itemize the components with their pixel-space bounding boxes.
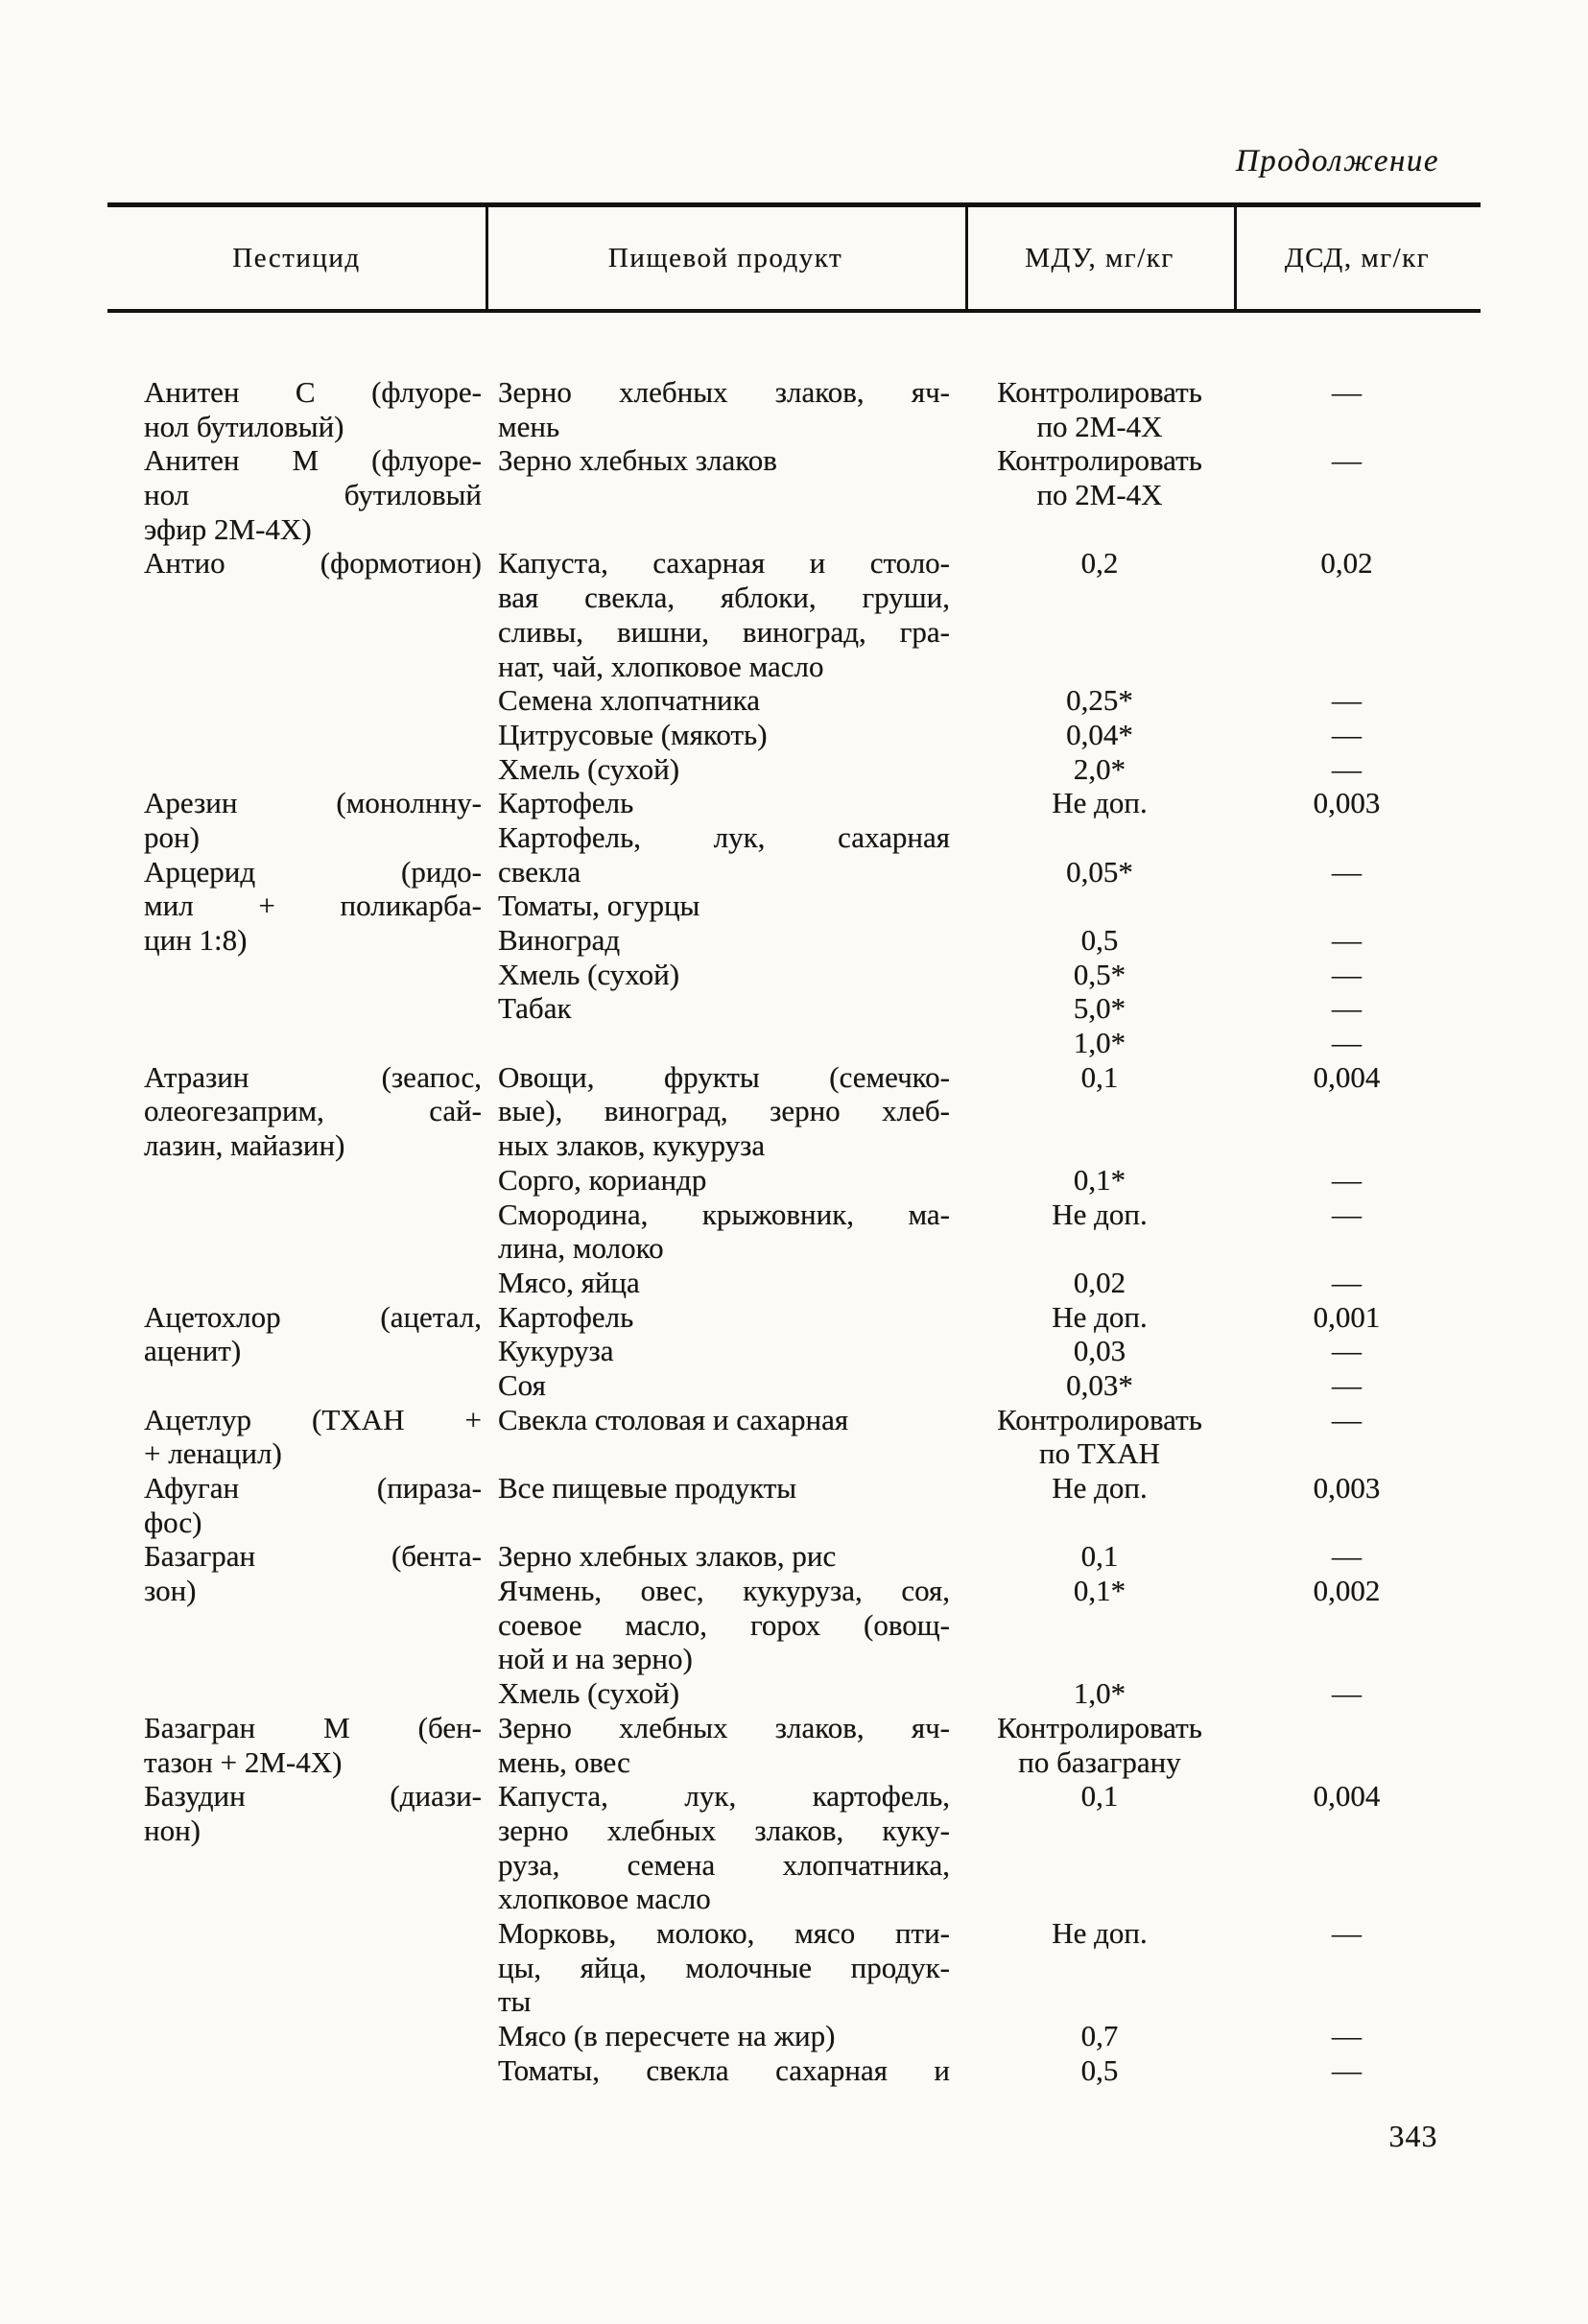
dsd-cell: 0,002 [1313,1574,1381,1608]
mdu-cell: Контролировать [997,375,1202,409]
table-row [0,1436,1588,1471]
table-row [0,478,1588,512]
pesticide-cell: Атразин (зеапос, [144,1059,482,1094]
table-row [0,2053,1588,2088]
column-header-mdu: МДУ, мг/кг [1025,243,1174,273]
mdu-cell: по базаграну [1018,1744,1181,1779]
table-row [0,1916,1588,1951]
table-row [0,718,1588,752]
pesticide-cell: Базудин (диази- [144,1779,482,1814]
table-row [0,1403,1588,1437]
pesticide-cell: Анитен С (флуоре- [144,375,482,409]
dsd-cell: — [1332,375,1362,409]
mdu-cell: по ТХАН [1039,1436,1160,1471]
food-product-cell: Свекла столовая и сахарная [498,1402,849,1436]
pesticide-cell: зон) [144,1574,197,1608]
table-row [0,375,1588,410]
table-row [0,1128,1588,1163]
dsd-cell: — [1332,751,1362,786]
mdu-cell: по 2М-4Х [1036,478,1163,512]
column-divider-3 [1234,204,1237,313]
food-product-cell: сливы, вишни, виноград, гра- [498,614,950,649]
table-row [0,1231,1588,1266]
mdu-cell: по 2М-4Х [1036,409,1163,443]
food-product-cell: Зерно хлебных злаков, яч- [498,375,950,409]
food-product-cell: цы, яйца, молочные продук- [498,1950,950,1984]
food-product-cell: нат, чай, хлопковое масло [498,649,824,683]
food-product-cell: Ячмень, овес, кукуруза, соя, [498,1574,950,1608]
food-product-cell: ных злаков, кукуруза [498,1128,766,1163]
table-row [0,958,1588,992]
mdu-cell: 0,5* [1073,957,1126,991]
table-row [0,1539,1588,1574]
dsd-cell: — [1332,854,1362,889]
dsd-cell: 0,004 [1313,1059,1381,1094]
table-row [0,1951,1588,1985]
table-row [0,1266,1588,1300]
table-row [0,1676,1588,1711]
pesticide-cell: эфир 2М-4Х) [144,511,312,546]
table-row [0,991,1588,1026]
food-product-cell: Капуста, лук, картофель, [498,1779,950,1814]
food-product-cell: хлопковое масло [498,1882,711,1916]
dsd-cell: — [1332,717,1362,751]
food-product-cell: Томаты, свекла сахарная и [498,2052,950,2087]
table-top-rule [107,202,1481,207]
food-product-cell: мень, овес [498,1744,630,1779]
mdu-cell: 1,0* [1073,1026,1126,1060]
pesticide-cell: рон) [144,819,200,854]
pesticide-cell: Базагран (бента- [144,1539,482,1574]
table-row [0,889,1588,923]
food-product-cell: вая свекла, яблоки, груши, [498,581,950,615]
table-row [0,1026,1588,1060]
table-row [0,752,1588,787]
food-product-cell: Сорго, кориандр [498,1162,707,1197]
food-product-cell: мень [498,409,560,443]
table-row [0,1814,1588,1848]
dsd-cell: 0,001 [1313,1299,1381,1334]
food-product-cell: зерно хлебных злаков, куку- [498,1813,950,1847]
food-product-cell: Кукуруза [498,1334,614,1368]
dsd-cell: — [1332,1915,1362,1950]
table-row [0,1745,1588,1780]
table-row [0,1368,1588,1403]
table-row [0,1711,1588,1745]
table-row [0,1094,1588,1128]
mdu-cell: 5,0* [1073,991,1126,1026]
mdu-cell: 0,1* [1073,1162,1126,1197]
table-row [0,615,1588,650]
dsd-cell: — [1332,1162,1362,1197]
mdu-cell: 0,1 [1080,1059,1119,1094]
pesticide-cell: Арцерид (ридо- [144,854,482,889]
dsd-cell: — [1332,1676,1362,1711]
dsd-cell: — [1332,1334,1362,1368]
pesticide-cell: цин 1:8) [144,923,248,957]
header-bottom-rule [107,309,1481,313]
mdu-cell: 0,1* [1073,1574,1126,1608]
pesticide-cell: тазон + 2М-4Х) [144,1744,343,1779]
table-row [0,1471,1588,1506]
column-divider-1 [486,204,488,313]
food-product-cell: Смородина, крыжовник, ма- [498,1197,950,1231]
dsd-cell: — [1332,991,1362,1026]
food-product-cell: свекла [498,854,581,889]
food-product-cell: Зерно хлебных злаков, яч- [498,1710,950,1744]
dsd-cell: — [1332,443,1362,478]
pesticide-cell: Арезин (монолнну- [144,786,482,820]
dsd-cell: — [1332,2019,1362,2052]
pesticide-cell: мил + поликарба- [144,889,482,923]
food-product-cell: Хмель (сухой) [498,751,680,786]
table-row [0,410,1588,444]
mdu-cell: Контролировать [997,1402,1202,1436]
table-row [0,443,1588,478]
food-product-cell: соевое масло, горох (овощ- [498,1607,950,1642]
food-product-cell: Семена хлопчатника [498,683,760,718]
table-row [0,1882,1588,1916]
mdu-cell: Не доп. [1052,1299,1148,1334]
pesticide-cell: Ацетлур (ТХАН + [144,1402,482,1436]
mdu-cell: 0,04* [1066,717,1133,751]
table-row [0,786,1588,820]
food-product-cell: руза, семена хлопчатника, [498,1847,950,1882]
food-product-cell: Томаты, огурцы [498,889,700,923]
dsd-cell: — [1332,1197,1362,1231]
column-header-dsd: ДСД, мг/кг [1284,243,1431,273]
dsd-cell: — [1332,923,1362,957]
food-product-cell: вые), виноград, зерно хлеб- [498,1094,950,1128]
mdu-cell: Контролировать [997,443,1202,478]
pesticide-cell: Ацетохлор (ацетал, [144,1299,482,1334]
table-row [0,855,1588,889]
table-row [0,2019,1588,2053]
pesticide-cell: Анитен М (флуоре- [144,443,482,478]
pesticide-cell: нол бутиловый [144,478,482,512]
pesticide-cell: Афуган (пираза- [144,1471,482,1505]
table-row [0,820,1588,855]
food-product-cell: Хмель (сухой) [498,957,680,991]
column-divider-2 [965,204,968,313]
dsd-cell: 0,004 [1313,1779,1381,1814]
table-row [0,1642,1588,1676]
mdu-cell: 2,0* [1073,751,1126,786]
table-row [0,1060,1588,1095]
mdu-cell: 0,7 [1080,2019,1119,2052]
pesticide-cell: нон) [144,1813,201,1847]
pesticide-cell: Антио (формотион) [144,546,482,581]
food-product-cell: ной и на зерно) [498,1642,693,1676]
table-row [0,923,1588,958]
food-product-cell: Зерно хлебных злаков, рис [498,1539,837,1574]
mdu-cell: 1,0* [1073,1676,1126,1711]
food-product-cell: ты [498,1984,532,2019]
column-header-food-product: Пищевой продукт [607,243,843,273]
table-row [0,1198,1588,1232]
pesticide-cell: лазин, майазин) [144,1128,345,1163]
continuation-label: Продолжение [1235,144,1439,178]
dsd-cell: — [1332,1026,1362,1060]
table-row [0,650,1588,684]
table-row [0,512,1588,547]
dsd-cell: 0,02 [1320,546,1373,581]
dsd-cell: — [1332,1367,1362,1402]
pesticide-cell: + ленацил) [144,1436,282,1471]
pesticide-cell: нол бутиловый) [144,409,344,443]
food-product-cell: Виноград [498,923,621,957]
mdu-cell: Не доп. [1052,1197,1148,1231]
food-product-cell: Овощи, фрукты (семечко- [498,1059,950,1094]
table-row [0,1848,1588,1883]
food-product-cell: лина, молоко [498,1231,664,1266]
mdu-cell: Не доп. [1052,1471,1148,1505]
table-row [0,1984,1588,2019]
dsd-cell: — [1332,2052,1362,2087]
food-product-cell: Зерно хлебных злаков [498,443,777,478]
food-product-cell: Хмель (сухой) [498,1676,680,1711]
dsd-cell: — [1332,1402,1362,1436]
table-row [0,1334,1588,1368]
mdu-cell: 0,05* [1066,854,1133,889]
food-product-cell: Картофель [498,786,634,820]
food-product-cell: Все пищевые продукты [498,1471,797,1505]
mdu-cell: 0,1 [1080,1539,1119,1574]
mdu-cell: 0,2 [1080,546,1119,581]
dsd-cell: 0,003 [1313,1471,1381,1505]
table-row [0,546,1588,581]
dsd-cell: — [1332,683,1362,718]
page-number: 343 [1388,2119,1438,2153]
table-row [0,581,1588,615]
table-row [0,1779,1588,1814]
mdu-cell: 0,03* [1066,1367,1133,1402]
table-row [0,1574,1588,1608]
mdu-cell: 0,03 [1073,1334,1126,1368]
pesticide-cell: фос) [144,1505,202,1539]
table-row [0,1608,1588,1643]
mdu-cell: 0,5 [1080,2052,1119,2087]
food-product-cell: Картофель [498,1299,634,1334]
mdu-cell: Контролировать [997,1710,1202,1744]
dsd-cell: — [1332,1265,1362,1299]
mdu-cell: 0,1 [1080,1779,1119,1814]
mdu-cell: 0,25* [1066,683,1133,718]
mdu-cell: 0,5 [1080,923,1119,957]
table-row [0,1506,1588,1540]
mdu-cell: Не доп. [1052,1915,1148,1950]
dsd-cell: 0,003 [1313,786,1381,820]
food-product-cell: Соя [498,1367,546,1402]
table-row [0,683,1588,718]
pesticide-cell: олеогезаприм, сай- [144,1094,482,1128]
food-product-cell: Капуста, сахарная и столо- [498,546,950,581]
food-product-cell: Мясо, яйца [498,1265,640,1299]
table-row [0,1163,1588,1198]
table-body [0,375,1588,2087]
mdu-cell: 0,02 [1073,1265,1126,1299]
food-product-cell: Картофель, лук, сахарная [498,819,950,854]
table-row [0,1300,1588,1335]
dsd-cell: — [1332,1539,1362,1574]
pesticide-cell: Базагран М (бен- [144,1710,482,1744]
dsd-cell: — [1332,957,1362,991]
food-product-cell: Мясо (в пересчете на жир) [498,2019,836,2052]
column-header-pesticide: Пестицид [232,243,361,273]
food-product-cell: Табак [498,991,572,1026]
pesticide-cell: аценит) [144,1334,242,1368]
food-product-cell: Цитрусовые (мякоть) [498,717,768,751]
mdu-cell: Не доп. [1052,786,1148,820]
food-product-cell: Морковь, молоко, мясо пти- [498,1915,950,1950]
